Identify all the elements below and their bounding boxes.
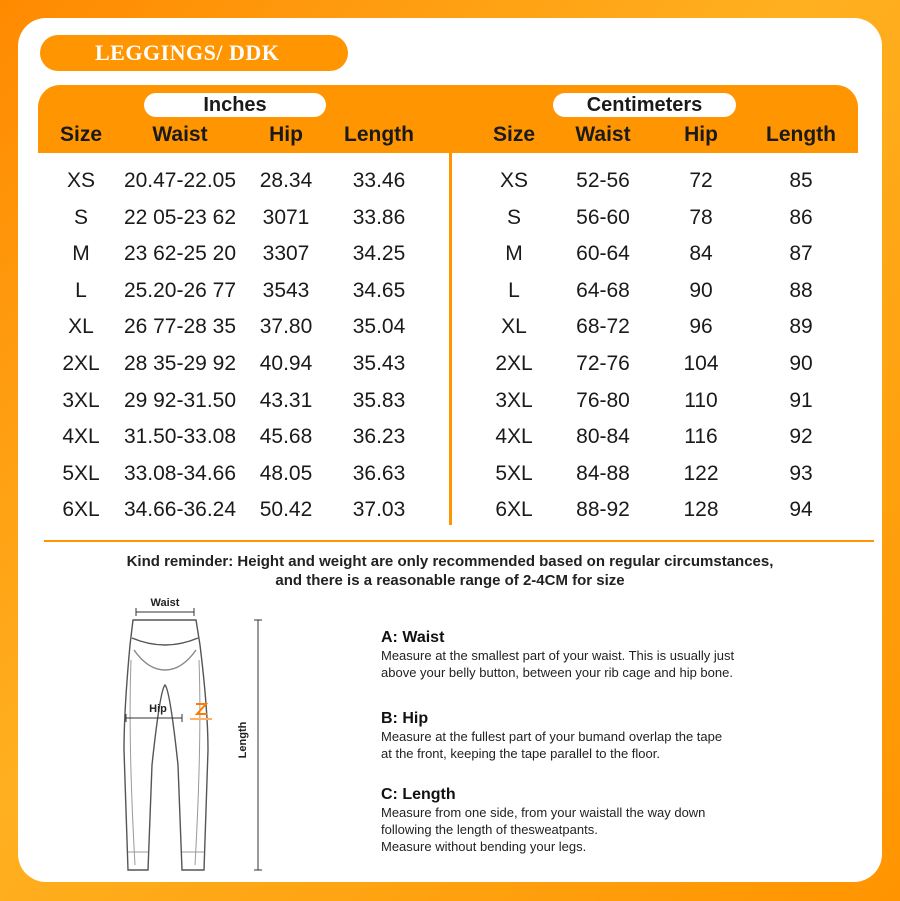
cm-length-cell: 89 (789, 315, 813, 339)
inches-waist-cell: 34.66-36.24 (123, 498, 237, 522)
inches-size-cell: 2XL (62, 352, 100, 375)
table-row (38, 419, 858, 455)
section-divider (44, 540, 874, 542)
inches-length-cell: 35.83 (352, 388, 406, 412)
table-row (38, 200, 858, 236)
table-row (38, 163, 858, 199)
size-chart-card (18, 18, 882, 882)
inches-waist-cell: 33.08-34.66 (123, 461, 237, 485)
cm-hip-cell: 122 (683, 461, 719, 485)
table-row (38, 346, 858, 382)
cm-hip-cell: 78 (689, 205, 713, 229)
table-row (38, 492, 858, 528)
table-row (38, 383, 858, 419)
cm-size-cell: XL (501, 315, 527, 339)
cm-length-cell: 94 (789, 498, 813, 522)
cm-hip-cell: 96 (689, 315, 713, 339)
cm-length-cell: 93 (789, 461, 813, 485)
cm-waist-cell: 76-80 (576, 388, 630, 412)
inches-length-cell: 34.65 (352, 278, 406, 302)
cm-length-cell: 87 (789, 242, 813, 266)
inches-waist-cell: 26 77-28 35 (123, 315, 237, 339)
inches-size-header: Size (59, 123, 103, 146)
inches-hip-cell: 48.05 (259, 461, 313, 485)
reminder-line-1: Kind reminder: Height and weight are only recommended based on regular circumstances, (126, 553, 774, 570)
inches-size-cell: L (75, 278, 87, 302)
cm-waist-cell: 88-92 (576, 498, 630, 522)
table-row (38, 273, 858, 309)
hip-instruction-line-2: at the front, keeping the tape parallel to the floor. (381, 746, 660, 761)
cm-size-header: Size (492, 123, 536, 146)
brand-logo-icon (190, 704, 212, 720)
cm-size-cell: L (508, 278, 520, 302)
centimeters-group-label: Centimeters (553, 93, 736, 117)
length-instruction-line-3: Measure without bending your legs. (381, 839, 587, 854)
inches-length-header: Length (344, 123, 414, 146)
waist-instruction-line-2: above your belly button, between your rib cage and hip bone. (381, 665, 733, 680)
length-instruction-line-1: Measure from one side, from your waistall the way down (381, 805, 706, 820)
inches-hip-cell: 43.31 (259, 388, 313, 412)
cm-length-cell: 92 (789, 425, 813, 449)
inches-waist-header: Waist (152, 123, 208, 146)
cm-waist-cell: 72-76 (576, 352, 630, 375)
waist-label: Waist (150, 597, 180, 609)
inches-size-cell: M (72, 242, 90, 266)
leggings-diagram (98, 590, 298, 880)
inches-size-cell: 5XL (62, 461, 100, 485)
inches-waist-cell: 28 35-29 92 (123, 352, 237, 375)
cm-size-cell: M (505, 242, 523, 266)
table-row (38, 309, 858, 345)
cm-waist-cell: 52-56 (576, 169, 630, 192)
inches-waist-cell: 31.50-33.08 (123, 425, 237, 449)
inches-group-label: Inches (144, 93, 326, 117)
inches-length-cell: 35.04 (352, 315, 406, 339)
cm-hip-cell: 72 (689, 169, 713, 192)
inches-hip-cell: 3071 (262, 205, 310, 229)
cm-size-cell: 3XL (495, 388, 533, 412)
cm-size-cell: S (506, 205, 521, 229)
cm-hip-cell: 116 (684, 425, 718, 449)
cm-hip-cell: 84 (689, 242, 713, 266)
cm-waist-cell: 80-84 (576, 425, 630, 449)
table-row (38, 236, 858, 272)
inches-size-cell: XS (66, 169, 95, 192)
column-divider (449, 153, 452, 525)
length-instruction (381, 785, 851, 855)
cm-waist-header: Waist (575, 123, 631, 146)
cm-hip-cell: 128 (683, 498, 719, 522)
inches-length-cell: 34.25 (352, 242, 406, 266)
leggings-outline-icon (124, 620, 208, 870)
cm-hip-cell: 104 (683, 352, 719, 375)
inches-size-cell: XL (68, 315, 94, 339)
inches-waist-cell: 23 62-25 20 (123, 242, 237, 266)
cm-waist-cell: 60-64 (576, 242, 630, 266)
waist-instruction-line-1: Measure at the smallest part of your waist. This is usually just (381, 648, 735, 663)
inches-hip-cell: 3307 (262, 242, 310, 266)
table-row (38, 456, 858, 492)
inches-hip-cell: 50.42 (259, 498, 313, 522)
inches-size-cell: 6XL (62, 498, 100, 522)
hip-instruction (381, 709, 851, 762)
length-instruction-line-2: following the length of thesweatpants. (381, 822, 598, 837)
cm-length-cell: 85 (789, 169, 813, 192)
length-instruction-title: C: Length (381, 786, 456, 803)
cm-waist-cell: 64-68 (576, 278, 630, 302)
cm-size-cell: 5XL (495, 461, 533, 485)
inches-length-cell: 37.03 (352, 498, 406, 522)
waist-instruction-title: A: Waist (381, 629, 445, 646)
inches-length-cell: 36.23 (352, 425, 406, 449)
inches-waist-cell: 20.47-22.05 (123, 169, 237, 192)
inches-length-cell: 35.43 (352, 352, 406, 375)
cm-waist-cell: 68-72 (576, 315, 630, 339)
inches-size-cell: S (73, 205, 88, 229)
inches-size-cell: 4XL (62, 425, 100, 449)
cm-length-cell: 86 (789, 205, 813, 229)
reminder-line-2: and there is a reasonable range of 2-4CM for size (275, 572, 625, 589)
cm-size-cell: 6XL (495, 498, 533, 522)
inches-hip-cell: 40.94 (259, 352, 313, 375)
cm-length-cell: 91 (789, 388, 813, 412)
inches-hip-cell: 37.80 (259, 315, 313, 339)
hip-label: Hip (149, 703, 167, 715)
kind-reminder (18, 552, 882, 590)
inches-hip-cell: 3543 (262, 278, 310, 302)
cm-size-cell: 4XL (495, 425, 533, 449)
inches-size-cell: 3XL (62, 388, 100, 412)
inches-length-cell: 33.86 (352, 205, 406, 229)
inches-waist-cell: 25.20-26 77 (123, 278, 237, 302)
inches-hip-header: Hip (269, 123, 303, 146)
inches-waist-cell: 29 92-31.50 (123, 388, 237, 412)
cm-size-cell: XS (499, 169, 528, 192)
table-header (38, 85, 858, 153)
cm-hip-header: Hip (684, 123, 718, 146)
hip-instruction-line-1: Measure at the fullest part of your bumand overlap the tape (381, 729, 723, 744)
cm-length-cell: 90 (789, 352, 813, 375)
cm-waist-cell: 84-88 (576, 461, 630, 485)
waist-instruction (381, 628, 851, 681)
cm-waist-cell: 56-60 (576, 205, 630, 229)
cm-size-cell: 2XL (495, 352, 533, 375)
inches-hip-cell: 45.68 (259, 425, 313, 449)
cm-hip-cell: 110 (684, 388, 718, 412)
cm-length-cell: 88 (789, 278, 813, 302)
page-title: LEGGINGS/ DDK (40, 35, 348, 71)
cm-length-header: Length (766, 123, 836, 146)
inches-hip-cell: 28.34 (259, 169, 313, 192)
cm-hip-cell: 90 (689, 278, 713, 302)
length-label: Length (237, 721, 249, 759)
inches-length-cell: 33.46 (352, 169, 406, 192)
inches-waist-cell: 22 05-23 62 (123, 205, 237, 229)
inches-length-cell: 36.63 (352, 461, 406, 485)
hip-instruction-title: B: Hip (381, 710, 429, 727)
